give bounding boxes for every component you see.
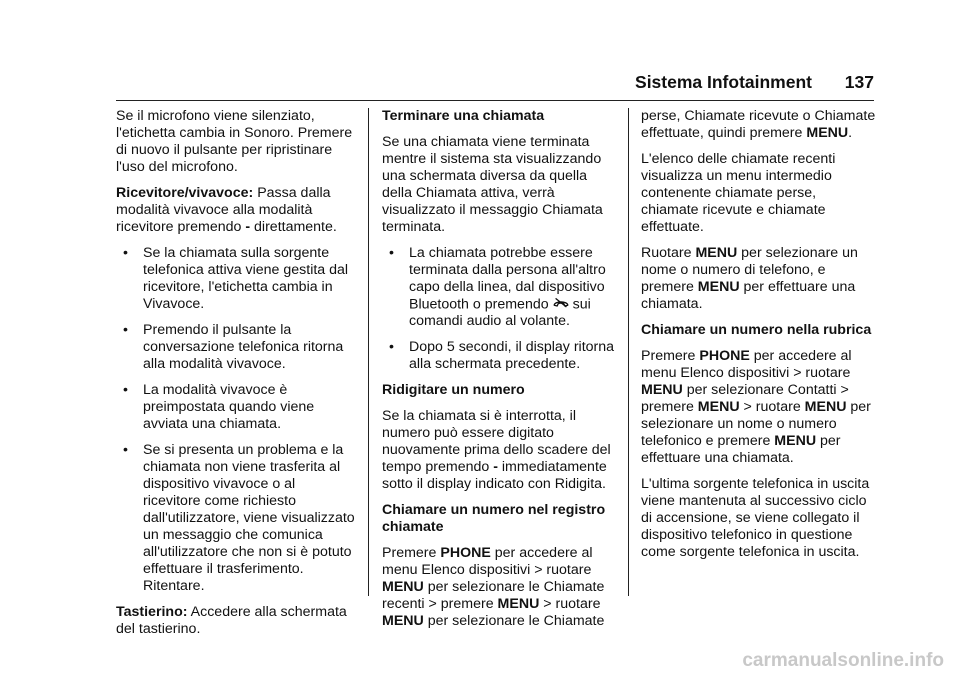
key-label: MENU (497, 596, 540, 613)
paragraph: Tastierino: Accedere alla schermata del tastierino. (116, 604, 347, 637)
key-label: PHONE (440, 545, 491, 562)
term-label: Tastierino: (116, 604, 188, 620)
subheading: Ridigitare un numero (382, 382, 525, 399)
key-label: MENU (695, 245, 738, 261)
list-item: • Se la chiamata sulla sorgente telefonica attiva viene gestita dal ricevitore, l'etichetta cambia in Vivavoce. (123, 245, 349, 312)
bullet-mark: • (389, 245, 394, 261)
paragraph: Se una chiamata viene terminata mentre il sistema sta visualizzando una schermata diversa da quella della Chiamata attiva, verrà visualizzato il messaggio Chiamata terminata. (382, 134, 603, 235)
list-item: • Se si presenta un problema e la chiamata non viene trasferita al dispositivo vivavoce o al ricevitore come richiesto dall'utilizzatore, viene visualizzato un messaggio che comunica all'utilizzatore che non si è potuto effettuare il trasferimento. Ritentare. (123, 442, 355, 594)
column-divider (368, 108, 369, 596)
paragraph: Ruotare MENU per selezionare un nome o numero di telefono, e premere MENU per effettuare una chiamata. (641, 245, 858, 312)
key-label: MENU (774, 433, 817, 449)
key-label: MENU (641, 382, 683, 398)
key-label: PHONE (699, 348, 750, 364)
paragraph: Se il microfono viene silenziato, l'etichetta cambia in Sonoro. Premere di nuovo il pulsante per ripristinare l'uso del microfono. (116, 108, 353, 175)
column-1 (116, 108, 356, 647)
key-label: MENU (382, 579, 424, 596)
list-item: • Premendo il pulsante la conversazione telefonica ritorna alla modalità vivavoce. (123, 322, 344, 372)
paragraph: L'ultima sorgente telefonica in uscita viene mantenuta al successivo ciclo di accensione, se viene collegato il dispositivo telefonico in questione come sorgente telefonica in uscita. (641, 476, 870, 560)
paragraph: L'elenco delle chiamate recenti visualizza un menu intermedio contenente chiamate perse, chiamate ricevute e chiamate effettuate. (641, 151, 836, 235)
term-label: Ricevitore/vivavoce: (116, 185, 254, 201)
paragraph: Premere PHONE per accedere al menu Elenco dispositivi > ruotare MENU per selezionare le Chiamate recenti > premere MENU > ruotare MENU per selezionare le Chiamate (382, 545, 605, 630)
bullet-mark: • (389, 339, 394, 356)
page-number: 137 (844, 72, 874, 92)
key-label: MENU (804, 399, 847, 415)
subheading: Chiamare un numero nel registro chiamate (382, 502, 606, 536)
end-call-icon (553, 296, 569, 313)
section-title: Sistema Infotainment (635, 72, 812, 92)
watermark: carmanualsonline.info (742, 650, 944, 671)
subheading: Chiamare un numero nella rubrica (641, 322, 872, 338)
paragraph: Ricevitore/vivavoce: Passa dalla modalità vivavoce alla modalità ricevitore premendo - direttamente. (116, 185, 337, 235)
bullet-mark: • (123, 442, 128, 458)
list-item: • La chiamata potrebbe essere terminata dalla persona all'altro capo della linea, dal dispositivo Bluetooth o premendo sui comandi audio al volante. (389, 245, 606, 330)
key-label: - (493, 459, 498, 476)
bullet-mark: • (123, 245, 128, 261)
key-label: MENU (382, 613, 424, 630)
key-label: MENU (697, 399, 740, 415)
paragraph: Se la chiamata si è interrotta, il numero può essere digitato nuovamente prima dello scadere del tempo premendo - immediatamente sotto il display indicato con Ridigita. (382, 408, 611, 493)
key-label: - (245, 219, 251, 235)
column-divider (628, 108, 629, 596)
key-label: MENU (697, 279, 740, 295)
list-item: • La modalità vivavoce è preimpostata quando viene avviata una chiamata. (123, 382, 315, 432)
list-item: • Dopo 5 secondi, il display ritorna alla schermata precedente. (389, 339, 615, 373)
column-3 (641, 108, 877, 570)
paragraph: perse, Chiamate ricevute o Chiamate effettuate, quindi premere MENU. (641, 108, 876, 141)
key-label: MENU (806, 125, 849, 141)
page-header (116, 70, 874, 101)
subheading: Terminare una chiamata (382, 108, 545, 124)
bullet-mark: • (123, 322, 128, 338)
paragraph: Premere PHONE per accedere al menu Elenco dispositivi > ruotare MENU per selezionare Contatti > premere MENU > ruotare MENU per selezionare un nome o numero telefonico e premere MENU per effettuare una chiamata. (641, 348, 871, 466)
column-2 (382, 108, 618, 639)
bullet-mark: • (123, 382, 128, 398)
